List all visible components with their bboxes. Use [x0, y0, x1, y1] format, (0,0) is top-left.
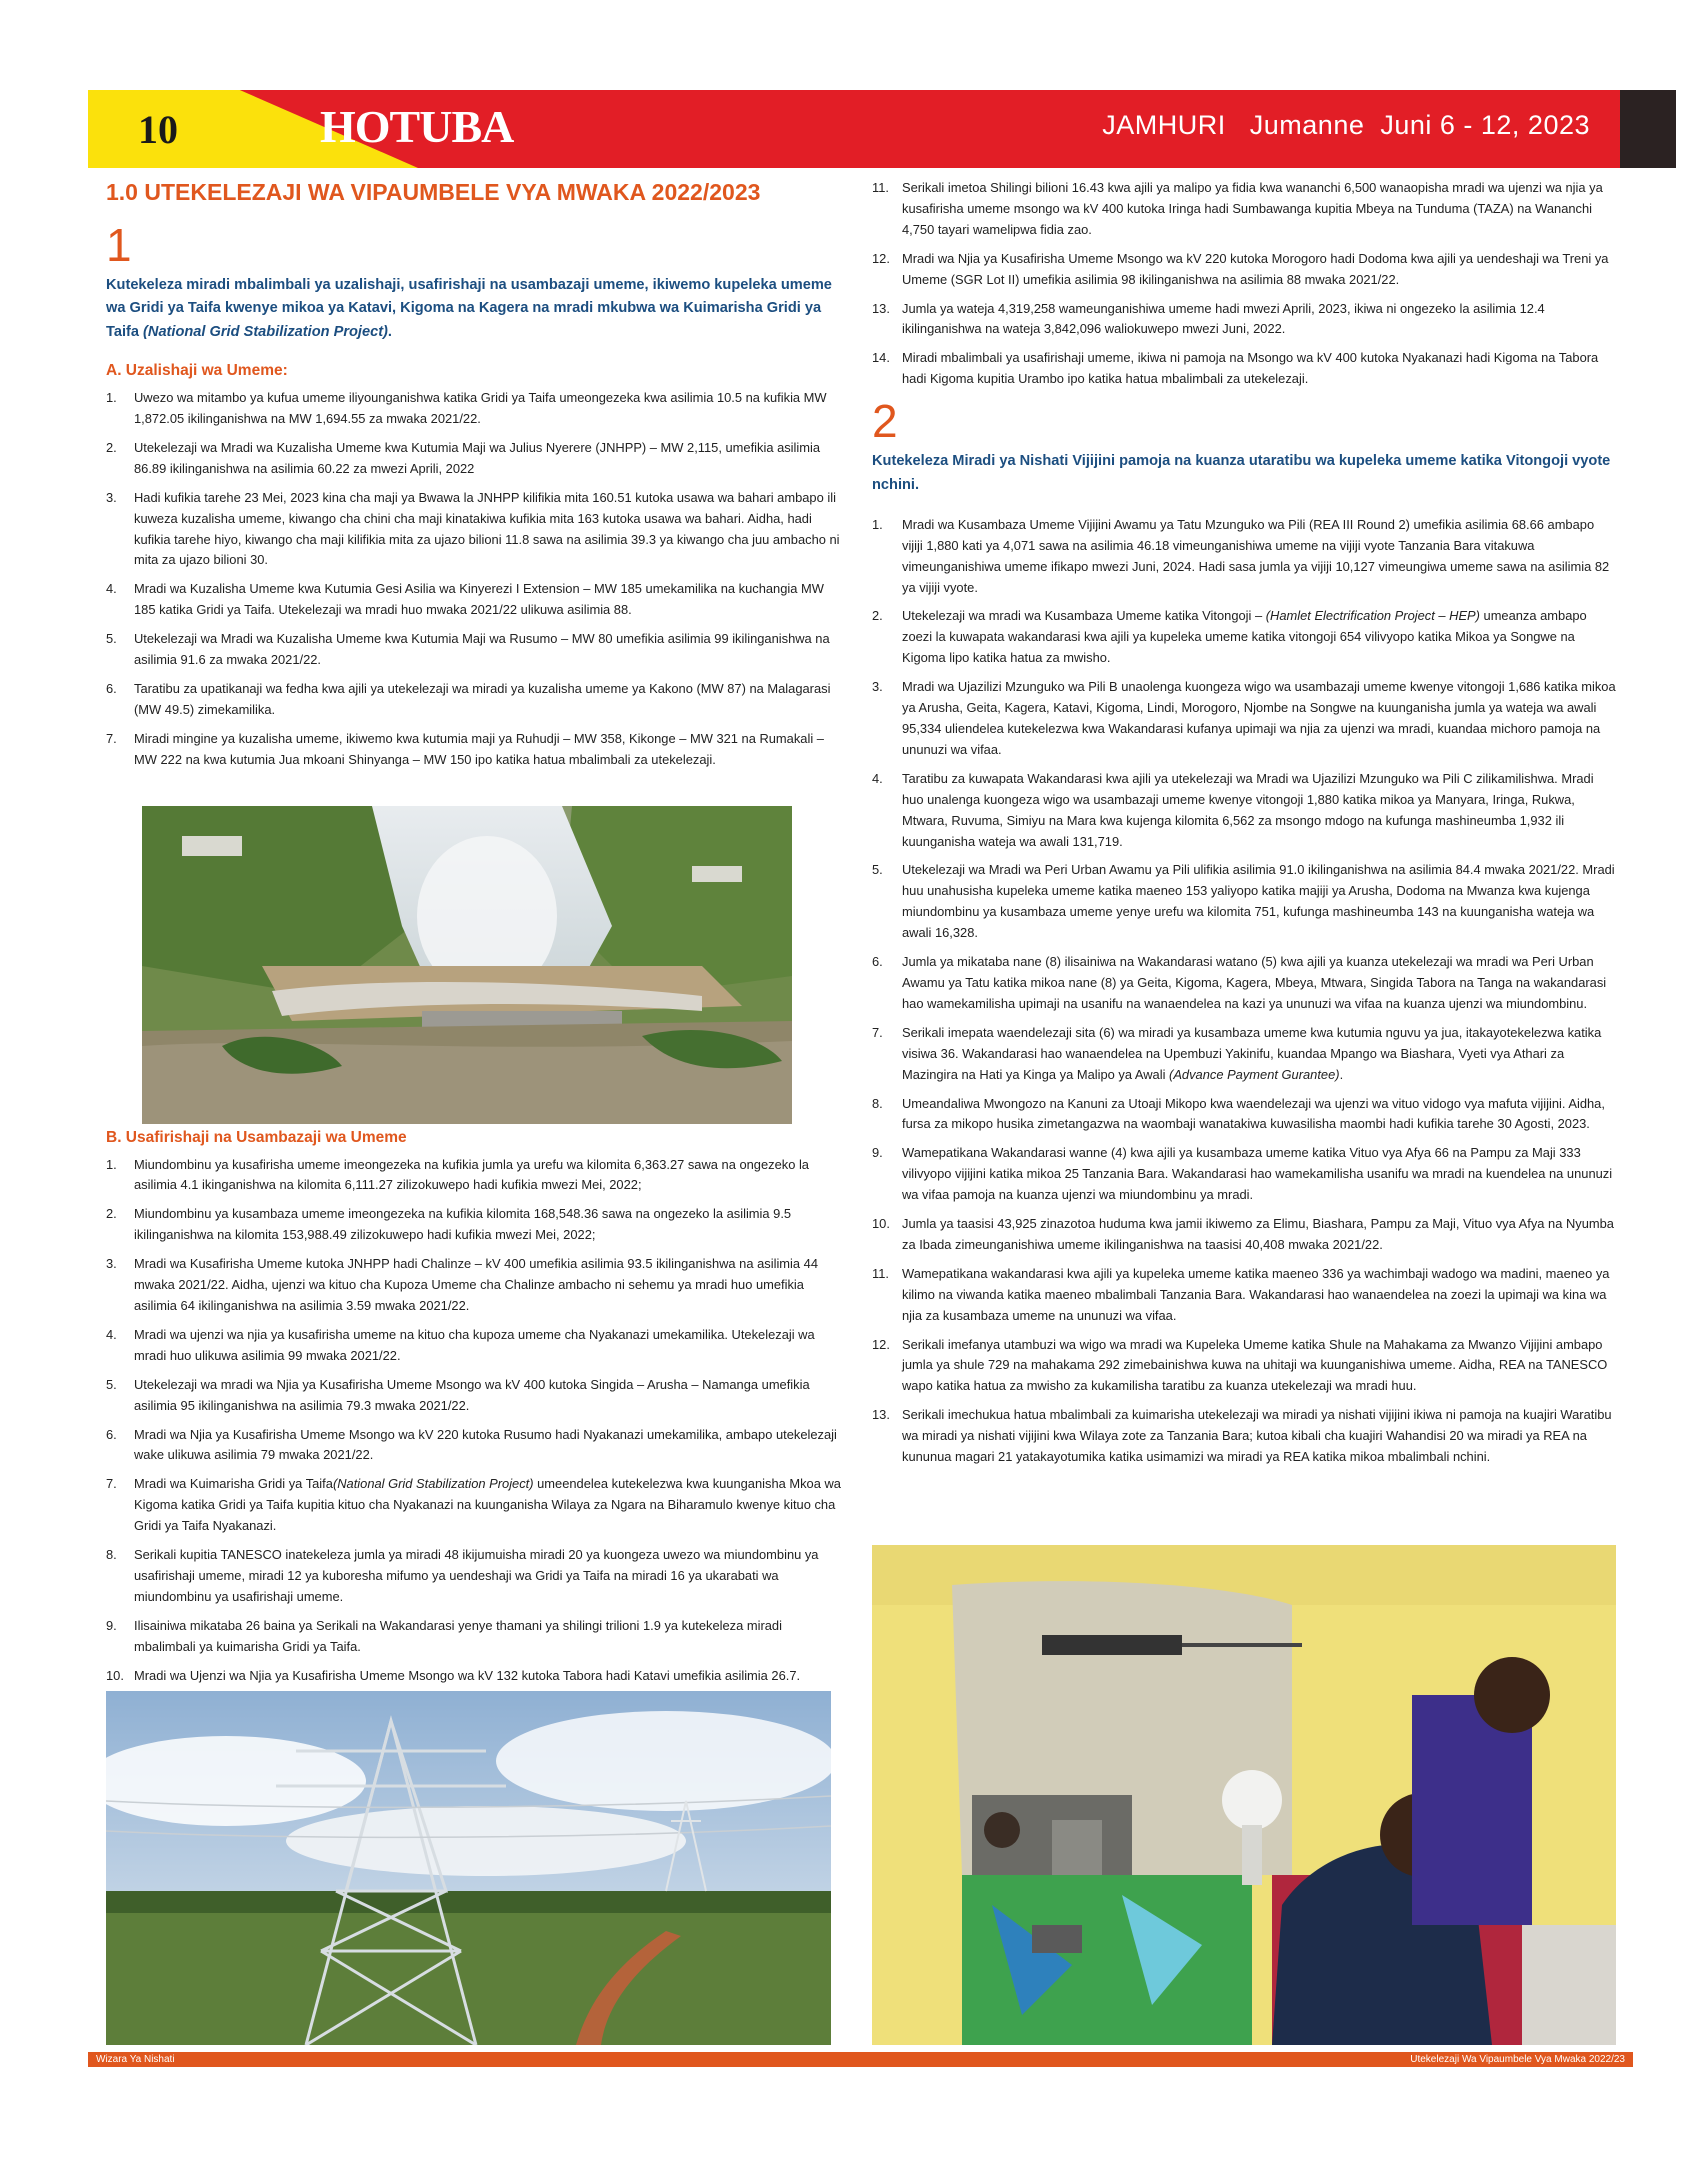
list-item-number: 11. [872, 1265, 889, 1281]
list-item [106, 1254, 846, 1317]
list-item-number: 3. [106, 489, 117, 505]
list-item-text: Mradi wa Njia ya Kusafirisha Umeme Msongo wa kV 220 kutoka Morogoro hadi Dodoma kwa ajili ya uendeshaji wa Treni ya Umeme (SGR Lot II) umefikia asilimia 98 ikilinganishwa na asilimia 88 mwaka 2021/22. [902, 250, 1609, 287]
intro-text: Kutekeleza miradi mbalimbali ya uzalishaji, usafirishaji na usambazaji umeme, ikiwemo kupeleka umeme wa Gridi ya Taifa kwenye mikoa ya Katavi, Kigoma na Kagera na mradi mkubwa wa Kuimarisha Gridi ya Taifa [106, 277, 832, 340]
list-item-number: 12. [872, 250, 890, 266]
list-item-number: 6. [872, 954, 883, 970]
list-item-number: 7. [106, 730, 117, 746]
list-item-number: 6. [106, 1426, 117, 1442]
list-item-italic: (Hamlet Electrification Project – HEP) [1265, 608, 1480, 624]
list-item-italic: (National Grid Stabilization Project) [332, 1476, 534, 1492]
list-item-number: 4. [872, 770, 883, 786]
section-number: 1 [106, 219, 132, 272]
list-item-text: Mradi wa Kuzalisha Umeme kwa Kutumia Gesi Asilia wa Kinyerezi I Extension – MW 185 umekamilika na kuchangia MW 185 katika Gridi ya Taifa. Utekelezaji wa mradi huo mwaka 2021/22 ulikuwa asilimia 88. [134, 581, 824, 618]
list-item [106, 729, 846, 771]
list-item-number: 5. [106, 1376, 117, 1392]
list-item-number: 7. [106, 1476, 117, 1492]
barbershop-illustration [872, 1545, 1616, 2045]
list-item-text: Umeandaliwa Mwongozo na Kanuni za Utoaji Mikopo kwa waendelezaji wa ujenzi wa vituo vidogo vya mafuta vijijini. Aidha, fursa za mikopo husika zimetangazwa na waombaji wanatakiwa kuwasilisha maombi hadi kufikia tarehe 30 Agosti, 2023. [902, 1095, 1605, 1132]
page-number: 10 [138, 107, 178, 152]
list-item-number: 3. [106, 1256, 117, 1272]
list-item-text: Mradi wa Kusambaza Umeme Vijijini Awamu ya Tatu Mzunguko wa Pili (REA III Round 2) umefikia asilimia 68.66 ambapo vijiji 1,880 kati ya 4,071 sawa na asilimia 46.18 vimeunganishiwa umeme na vijiji vyote Tanzania Bara vitakuwa vimeunganishiwa umeme ifikapo mwezi Juni, 2024. Hadi sasa jumla ya vijiji 10,127 vimeungiwa umeme sawa na asilimia 82 ya vijiji vyote. [902, 516, 1610, 595]
section-title: HOTUBA [320, 101, 514, 152]
dam-photo-illustration [142, 806, 792, 1124]
footer-bar [88, 2052, 1633, 2067]
list-item-text: Serikali imetoa Shilingi bilioni 16.43 kwa ajili ya malipo ya fidia kwa wananchi 6,500 wanaopisha mradi wa ujenzi wa njia ya kusafirisha umeme msongo wa kV 400 kutoka Iringa hadi Sumbawanga kupitia Mbeya na Tunduma (TAZA) na Wananchi 4,750 tayari wamelipwa fidia zao. [902, 180, 1603, 237]
list-item [872, 348, 1617, 390]
list-item-number: 3. [872, 679, 883, 695]
transmission-tower-photo [106, 1691, 831, 2045]
list-item-text: Miradi mingine ya kuzalisha umeme, ikiwemo kwa kutumia maji ya Ruhudji – MW 358, Kikonge – MW 321 na Rumakali – MW 222 na kwa kutumia Jua mkoani Shinyanga – MW 150 ipo katika hatua mbalimbali za utekelezaji. [134, 730, 824, 767]
list-item-text: Miundombinu ya kusambaza umeme imeongezeka na kufikia kilomita 168,548.36 sawa na ongezeko la asilimia 9.5 ikilinganishwa na kilomita 153,988.49 zilizokuwepo hadi kufikia mwezi Mei, 2022; [134, 1206, 792, 1243]
list-item-number: 8. [872, 1095, 883, 1111]
list-item-number: 2. [106, 1206, 117, 1222]
list-item [872, 1335, 1617, 1398]
list-item-text: Mradi wa Ujazilizi Mzunguko wa Pili B unaolenga kuongeza wigo wa usambazaji umeme kwenye vitongoji 1,686 katika mikoa ya Arusha, Geita, Kagera, Katavi, Kigoma, Lindi, Morogoro, Njombe na Songwe na kuunganisha jumla ya wateja wa awali 95,334 uliendelea kutekelezwa kwa Wakandarasi kufanya upimaji wa njia za ujenzi wa mradi, kuandaa michoro pamoja na ununuzi wa vifaa. [902, 679, 1616, 757]
list-item [106, 388, 846, 430]
masthead [88, 90, 1676, 168]
list-item-text: Jumla ya wateja 4,319,258 wameunganishiwa umeme hadi mwezi Aprili, 2023, ikiwa ni ongezeko la asilimia 12.4 ikilinganishwa na wateja 3,842,096 waliokuwepo mwezi Juni, 2022. [902, 300, 1545, 337]
list-item-text: Mradi wa ujenzi wa njia ya kusafirisha umeme na kituo cha kupoza umeme cha Nyakanazi umekamilika. Utekelezaji wa mradi huo ulikuwa asilimia 99 mwaka 2021/22. [134, 1326, 815, 1363]
list-item [872, 178, 1617, 241]
list-item-text: Mradi wa Ujenzi wa Njia ya Kusafirisha Umeme Msongo wa kV 132 kutoka Tabora hadi Katavi umefikia asilimia 26.7. [134, 1667, 801, 1683]
list-item [872, 515, 1617, 599]
list-item-number: 1. [872, 516, 883, 532]
list-item-text: Utekelezaji wa Mradi wa Peri Urban Awamu ya Pili ulifikia asilimia 91.0 ikilinganishwa na asilimia 84.4 mwaka 2021/22. Mradi huu unahusisha kupeleka umeme katika maeneo 153 yaliyopo katika majiji ya Arusha, Dodoma na Mwanza kwa kujenga miundombinu ya kusambaza umeme yenye urefu wa kilomita 751, kufunga mashineumba 143 na kuunganisha wateja wa awali 16,328. [902, 862, 1615, 941]
right-column [872, 178, 1617, 1476]
list-item-number: 1. [106, 1156, 117, 1172]
list-item-text: Jumla ya mikataba nane (8) ilisainiwa na Wakandarasi watano (5) kwa ajili ya kuanza utekelezaji wa mradi wa Peri Urban Awamu ya Tatu katika mikoa nane (8) ya Geita, Kigoma, Kagera, Mbeya, Mtwara, Singida Tabora na Tanga na wakandarasi hao wamekamilisha upimaji na usanifu na wanaendelea na kazi ya ununuzi wa vifaa na kuanza ujenzi wa miundombinu. [902, 954, 1607, 1011]
footer-section: Utekelezaji Wa Vipaumbele Vya Mwaka 2022/23 [1410, 2054, 1625, 2065]
list-item-text: Miradi mbalimbali ya usafirishaji umeme, ikiwa ni pamoja na Msongo wa kV 400 kutoka Nyakanazi hadi Kigoma na Tabora hadi Kigoma kupitia Urambo ipo katika hatua mbalimbali za utekelezaji. [902, 350, 1599, 387]
masthead-black-block [1620, 90, 1676, 168]
list-item [106, 579, 846, 621]
barbershop-photo [872, 1545, 1616, 2045]
issue-date: JAMHURI Jumanne Juni 6 - 12, 2023 [1102, 110, 1590, 140]
list-item-number: 13. [872, 300, 890, 316]
list-item-text: Utekelezaji wa Mradi wa Kuzalisha Umeme kwa Kutumia Maji wa Rusumo – MW 80 umefikia asilimia 99 ikilinganishwa na asilimia 91.6 za mwaka 2021/22. [134, 631, 830, 668]
section-number: 2 [872, 395, 898, 448]
list-item-text: Mradi wa Njia ya Kusafirisha Umeme Msongo wa kV 220 kutoka Rusumo hadi Nyakanazi umekamilika, ambapo utekelezaji wake ulikuwa asilimia 79 mwaka 2021/22. [134, 1426, 837, 1463]
subheading-uzalishaji: A. Uzalishaji wa Umeme: [106, 362, 288, 380]
dam-photo [142, 806, 792, 1124]
list-item-number: 11. [872, 180, 889, 195]
list-item-text: Serikali imechukua hatua mbalimbali za kuimarisha utekelezaji wa miradi ya nishati vijijini ikiwa ni pamoja na kuajiri Waratibu wa miradi ya nishati vijijini kwa Wilaya zote za Tanzania Bara; kutoa kibali cha kuajiri Wahandisi 20 wa miradi ya REA na kununua magari 21 yatakayotumika katika usimamizi wa miradi ya REA katika mikoa mbalimbali nchini. [902, 1407, 1612, 1465]
list-item [106, 1155, 846, 1197]
list-item [106, 488, 846, 572]
list-item-number: 4. [106, 1326, 117, 1342]
list-item-text: Mradi wa Kuimarisha Gridi ya Taifa [134, 1476, 333, 1492]
list-item-text: Serikali imepata waendelezaji sita (6) wa miradi ya kusambaza umeme kwa kutumia nguvu ya jua, itakayotekelezwa katika visiwa 36. Wakandarasi hao wanaendelea na Upembuzi Yakinifu, kuandaa Mpango wa Biashara, Vyeti vya Athari za Mazingira na Hati ya Kinga ya Malipo ya Awali [902, 1024, 1602, 1082]
list-item-number: 1. [106, 390, 117, 406]
list-item-text: Utekelezaji wa mradi wa Kusambaza Umeme katika Vitongoji – [902, 608, 1266, 624]
list-item [106, 1474, 846, 1537]
list-item-number: 7. [872, 1024, 883, 1040]
list-item [872, 606, 1617, 669]
list-usafirishaji-continued [872, 178, 1617, 390]
list-item-text: Mradi wa Kusafirisha Umeme kutoka JNHPP hadi Chalinze – kV 400 umefikia asilimia 93.5 ikilinganishwa na asilimia 44 mwaka 2021/22. Aidha, ujenzi wa kituo cha Kupoza Umeme cha Chalinze ambacho ni sehemu ya mradi huo umefikia asilimia 64 ikilinganishwa na asilimia 3.59 mwaka 2021/22. [134, 1256, 818, 1314]
list-item [106, 679, 846, 721]
list-item [106, 1375, 846, 1417]
section-intro [106, 274, 846, 344]
list-item [872, 249, 1617, 291]
list-item [106, 438, 846, 480]
list-item [106, 629, 846, 671]
list-item-number: 4. [106, 581, 117, 597]
list-item-text: Serikali imefanya utambuzi wa wigo wa mradi wa Kupeleka Umeme katika Shule na Mahakama za Mwanzo Vijijini ambapo jumla ya shule 729 na mahakama 292 zimebainishwa kuwa na uhitaji wa kuunganishiwa umeme. Aidha, REA na TANESCO wapo katika hatua za mwisho za kukamilisha taratibu za kuanza utekelezaji wa mradi huu. [902, 1336, 1608, 1394]
list-item-text: Utekelezaji wa mradi wa Njia ya Kusafirisha Umeme Msongo wa kV 400 kutoka Singida – Arusha – Namanga umefikia asilimia 95 ikilinganishwa na asilimia 79.3 mwaka 2021/22. [134, 1376, 810, 1413]
list-item [872, 1264, 1617, 1327]
list-item-number: 5. [872, 862, 883, 878]
list-item [872, 1214, 1617, 1256]
list-item [106, 1204, 846, 1246]
section-intro: Kutekeleza Miradi ya Nishati Vijijini pamoja na kuanza utaratibu wa kupeleka umeme katika Vitongoji vyote nchini. [872, 453, 1611, 493]
list-item-number: 10. [872, 1216, 890, 1232]
list-item [106, 1325, 846, 1367]
list-item-text: Wamepatikana Wakandarasi wanne (4) kwa ajili ya kusambaza umeme katika Vituo vya Afya 66 na Pampu za Maji 333 vilivyopo vijijini katika mikoa 25 Tanzania Bara. Wakandarasi hao wamekamilisha usanifu wa mradi na kuendelea na ununuzi wa vifaa pamoja na kuanza ujenzi wa miundombinu ya mradi. [902, 1145, 1613, 1203]
list-item-number: 13. [872, 1407, 890, 1423]
list-item-text: Wamepatikana wakandarasi kwa ajili ya kupeleka umeme katika maeneo 336 ya wachimbaji wadogo wa madini, maeneo ya kilimo na viwanda katika maeneo mbalimbali Tanzania Bara. Wakandarasi hao wanaendelea na zoezi la upimaji wa kina wa njia za kusambaza umeme na ununuzi wa vifaa. [902, 1265, 1610, 1323]
list-item-text: Uwezo wa mitambo ya kufua umeme iliyounganishwa katika Gridi ya Taifa umeongezeka kwa asilimia 10.5 na kufikia MW 1,872.05 ikilinganishwa na MW 1,694.55 za mwaka 2021/22. [134, 390, 827, 426]
list-item-text: Ilisainiwa mikataba 26 baina ya Serikali na Wakandarasi yenye thamani ya shilingi trilioni 1.9 ya kutekeleza miradi mbalimbali ya kuimarisha Gridi ya Taifa. [134, 1617, 782, 1654]
list-item-number: 9. [872, 1145, 883, 1161]
transmission-tower-illustration [106, 1691, 831, 2045]
list-item [872, 1405, 1617, 1468]
list-item-text: Taratibu za upatikanaji wa fedha kwa ajili ya utekelezaji wa miradi ya kuzalisha umeme ya Kakono (MW 87) na Malagarasi (MW 49.5) zimekamilika. [134, 680, 831, 717]
list-item [106, 1425, 846, 1467]
list-item-text: Taratibu za kuwapata Wakandarasi kwa ajili ya utekelezaji wa Mradi wa Ujazilizi Mzunguko wa Pili C zilikamilishwa. Mradi huo unalenga kuongeza wigo wa usambazaji umeme kwenye vitongoji 1,880 katika mikoa ya Manyara, Iringa, Rukwa, Mtwara, Ruvuma, Simiyu na Mara kwa kujenga kilomita 6,562 za msongo mdogo na kufunga mashineumba 1,932 ili kuunganisha wateja wa awali 131,719. [902, 770, 1594, 849]
intro-italic: (National Grid Stabilization Project) [143, 323, 388, 340]
list-item [872, 299, 1617, 341]
list-item [106, 1666, 846, 1687]
list-item [872, 1023, 1617, 1086]
list-item [106, 1616, 846, 1658]
list-item-number: 8. [106, 1547, 117, 1563]
list-item-text-continued: umeendelea kutekelezwa kwa kuunganisha Mkoa wa Kigoma katika Gridi ya Taifa kupitia kituo cha Nyakanazi na kuunganisha Wilaya za Ngara na Biharamulo kwenye kituo cha Gridi ya Taifa Nyakanazi. [134, 1476, 841, 1534]
list-item-text: Hadi kufikia tarehe 23 Mei, 2023 kina cha maji ya Bwawa la JNHPP kilifikia mita 160.51 kutoka usawa wa bahari ambapo ili kuweza kuzalisha umeme, kiwango cha chini cha maji kinatakiwa kufikia mita 163 kutoka usawa wa bahari. Aidha, hadi kufikia tarehe hiyo, kiwango cha maji kilifikia mita za ujazo bilioni 11.8 sawa na asilimia 39.3 ya kiwango cha juu ambacho ni mita za ujazo bilioni 30. [134, 489, 840, 568]
list-nishati-vijijini [872, 515, 1617, 1468]
list-item-number: 10. [106, 1667, 124, 1683]
list-item [106, 1545, 846, 1608]
list-item [872, 1094, 1617, 1136]
list-item-text-continued: . [1339, 1066, 1344, 1082]
list-uzalishaji [106, 388, 846, 771]
list-item-number: 6. [106, 680, 117, 696]
list-item [872, 1143, 1617, 1206]
chapter-heading: 1.0 UTEKELEZAJI WA VIPAUMBELE VYA MWAKA 2022/2023 [106, 179, 761, 205]
list-item [872, 952, 1617, 1015]
list-item-text: Jumla ya taasisi 43,925 zinazotoa huduma kwa jamii ikiwemo za Elimu, Biashara, Pampu za Maji, Vituo vya Afya na Nyumba za Ibada zimeunganishiwa umeme ikilinganishwa na taasisi 40,408 mwaka 2021/22. [902, 1216, 1614, 1252]
list-item-number: 2. [872, 608, 883, 624]
list-item-number: 2. [106, 439, 117, 455]
list-item-text: Serikali kupitia TANESCO inatekeleza jumla ya miradi 48 ikijumuisha miradi 20 ya kuongeza uwezo wa miundombinu ya usafirishaji umeme, miradi 12 ya kuboresha mifumo ya uendeshaji wa Gridi ya Taifa na miradi 16 ya ukarabati wa miundombinu ya usafirishaji umeme. [134, 1547, 819, 1604]
list-usafirishaji [106, 1155, 846, 1687]
list-item-text: Miundombinu ya kusafirisha umeme imeongezeka na kufikia jumla ya urefu wa kilomita 6,363.27 sawa na ongezeko la asilimia 4.1 ikinganishwa na kilomita 6,111.27 zilizokuwepo hadi kufikia mwezi Mei, 2022; [134, 1156, 809, 1193]
intro-end: . [387, 323, 392, 340]
list-item [872, 677, 1617, 761]
list-item-text-continued: umeanza ambapo zoezi la kuwapata wakandarasi kwa ajili ya kupeleka umeme katika vitongoji 654 vilivyopo katika Mikoa ya Songwe na Kigoma lipo katika hatua za mwisho. [902, 608, 1587, 666]
list-item-number: 5. [106, 631, 117, 647]
list-item-number: 12. [872, 1336, 890, 1352]
list-item [872, 769, 1617, 853]
footer-ministry: Wizara Ya Nishati [96, 2054, 175, 2065]
list-item-number: 9. [106, 1617, 117, 1633]
list-item-italic: (Advance Payment Gurantee) [1169, 1066, 1340, 1082]
subheading-usafirishaji: B. Usafirishaji na Usambazaji wa Umeme [106, 1128, 407, 1146]
list-item [872, 860, 1617, 944]
list-item-text: Utekelezaji wa Mradi wa Kuzalisha Umeme kwa Kutumia Maji wa Julius Nyerere (JNHPP) – MW 2,115, umefikia asilimia 86.89 ikilinganishwa na asilimia 60.22 za mwezi Aprili, 2022 [134, 439, 821, 476]
list-item-number: 14. [872, 350, 890, 366]
